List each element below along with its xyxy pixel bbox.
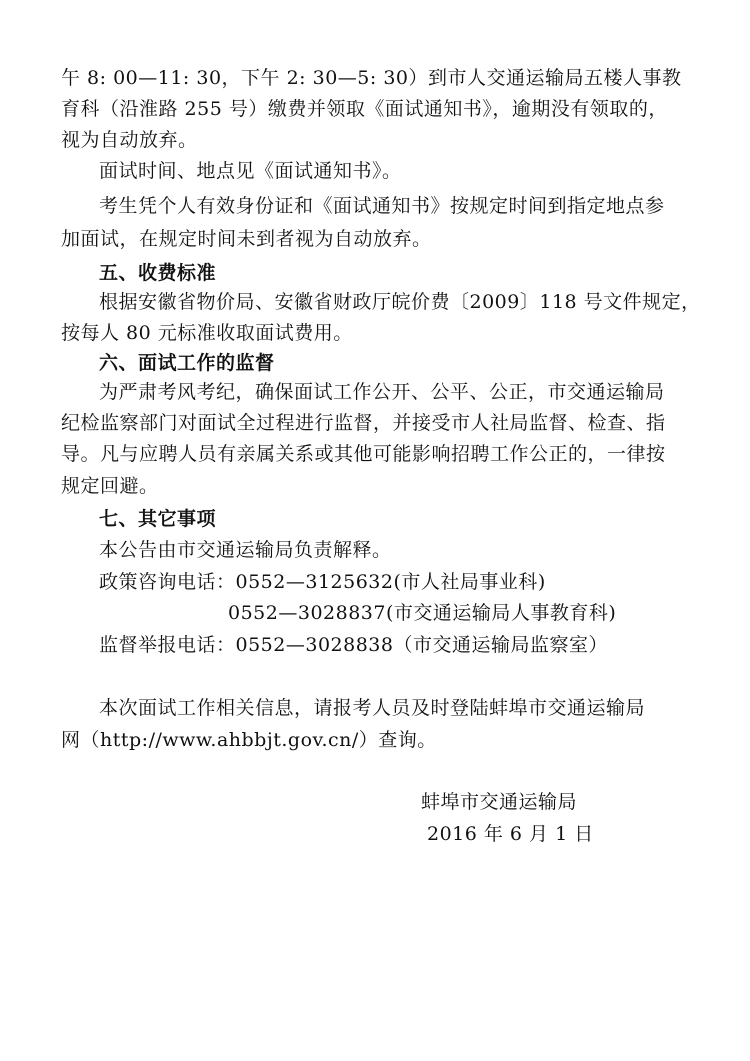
policy-phone-line: 政策咨询电话：0552—3125632(市人社局事业科) — [99, 571, 546, 593]
paragraph-line: 视为自动放弃。 — [61, 129, 198, 151]
section-heading-fees: 五、收费标准 — [99, 262, 217, 284]
paragraph-line: 导。凡与应聘人员有亲属关系或其他可能影响招聘工作公正的，一律按 — [61, 443, 666, 465]
policy-phone-line-2: 0552—3028837(市交通运输局人事教育科) — [228, 602, 617, 624]
signature-org: 蚌埠市交通运输局 — [421, 791, 578, 813]
paragraph-line: 考生凭个人有效身份证和《面试通知书》按规定时间到指定地点参 — [99, 195, 665, 217]
website-line: 网（http://www.ahbbjt.gov.cn/）查询。 — [61, 729, 437, 751]
paragraph-line: 为严肃考风考纪，确保面试工作公开、公平、公正，市交通运输局 — [99, 381, 665, 403]
paragraph-line: 午 8: 00—11: 30，下午 2: 30—5: 30）到市人交通运输局五楼人事教 — [61, 67, 682, 89]
section-heading-other: 七、其它事项 — [99, 508, 217, 530]
paragraph-line: 本公告由市交通运输局负责解释。 — [99, 539, 392, 561]
paragraph-line: 纪检监察部门对面试全过程进行监督，并接受市人社局监督、检查、指 — [61, 412, 666, 434]
paragraph-line: 加面试，在规定时间未到者视为自动放弃。 — [61, 228, 432, 250]
paragraph-line: 规定回避。 — [61, 475, 159, 497]
signature-date: 2016 年 6 月 1 日 — [427, 823, 594, 845]
paragraph-line: 根据安徽省物价局、安徽省财政厅皖价费〔2009〕118 号文件规定， — [99, 291, 701, 313]
paragraph-line: 面试时间、地点见《面试通知书》。 — [99, 160, 402, 182]
paragraph-line: 本次面试工作相关信息，请报考人员及时登陆蚌埠市交通运输局 — [99, 697, 646, 719]
section-heading-supervision: 六、面试工作的监督 — [99, 352, 275, 374]
supervision-phone-line: 监督举报电话：0552—3028838（市交通运输局监察室） — [99, 634, 608, 656]
paragraph-line: 按每人 80 元标准收取面试费用。 — [61, 322, 353, 344]
paragraph-line: 育科（沿淮路 255 号）缴费并领取《面试通知书》，逾期没有领取的， — [61, 98, 668, 120]
